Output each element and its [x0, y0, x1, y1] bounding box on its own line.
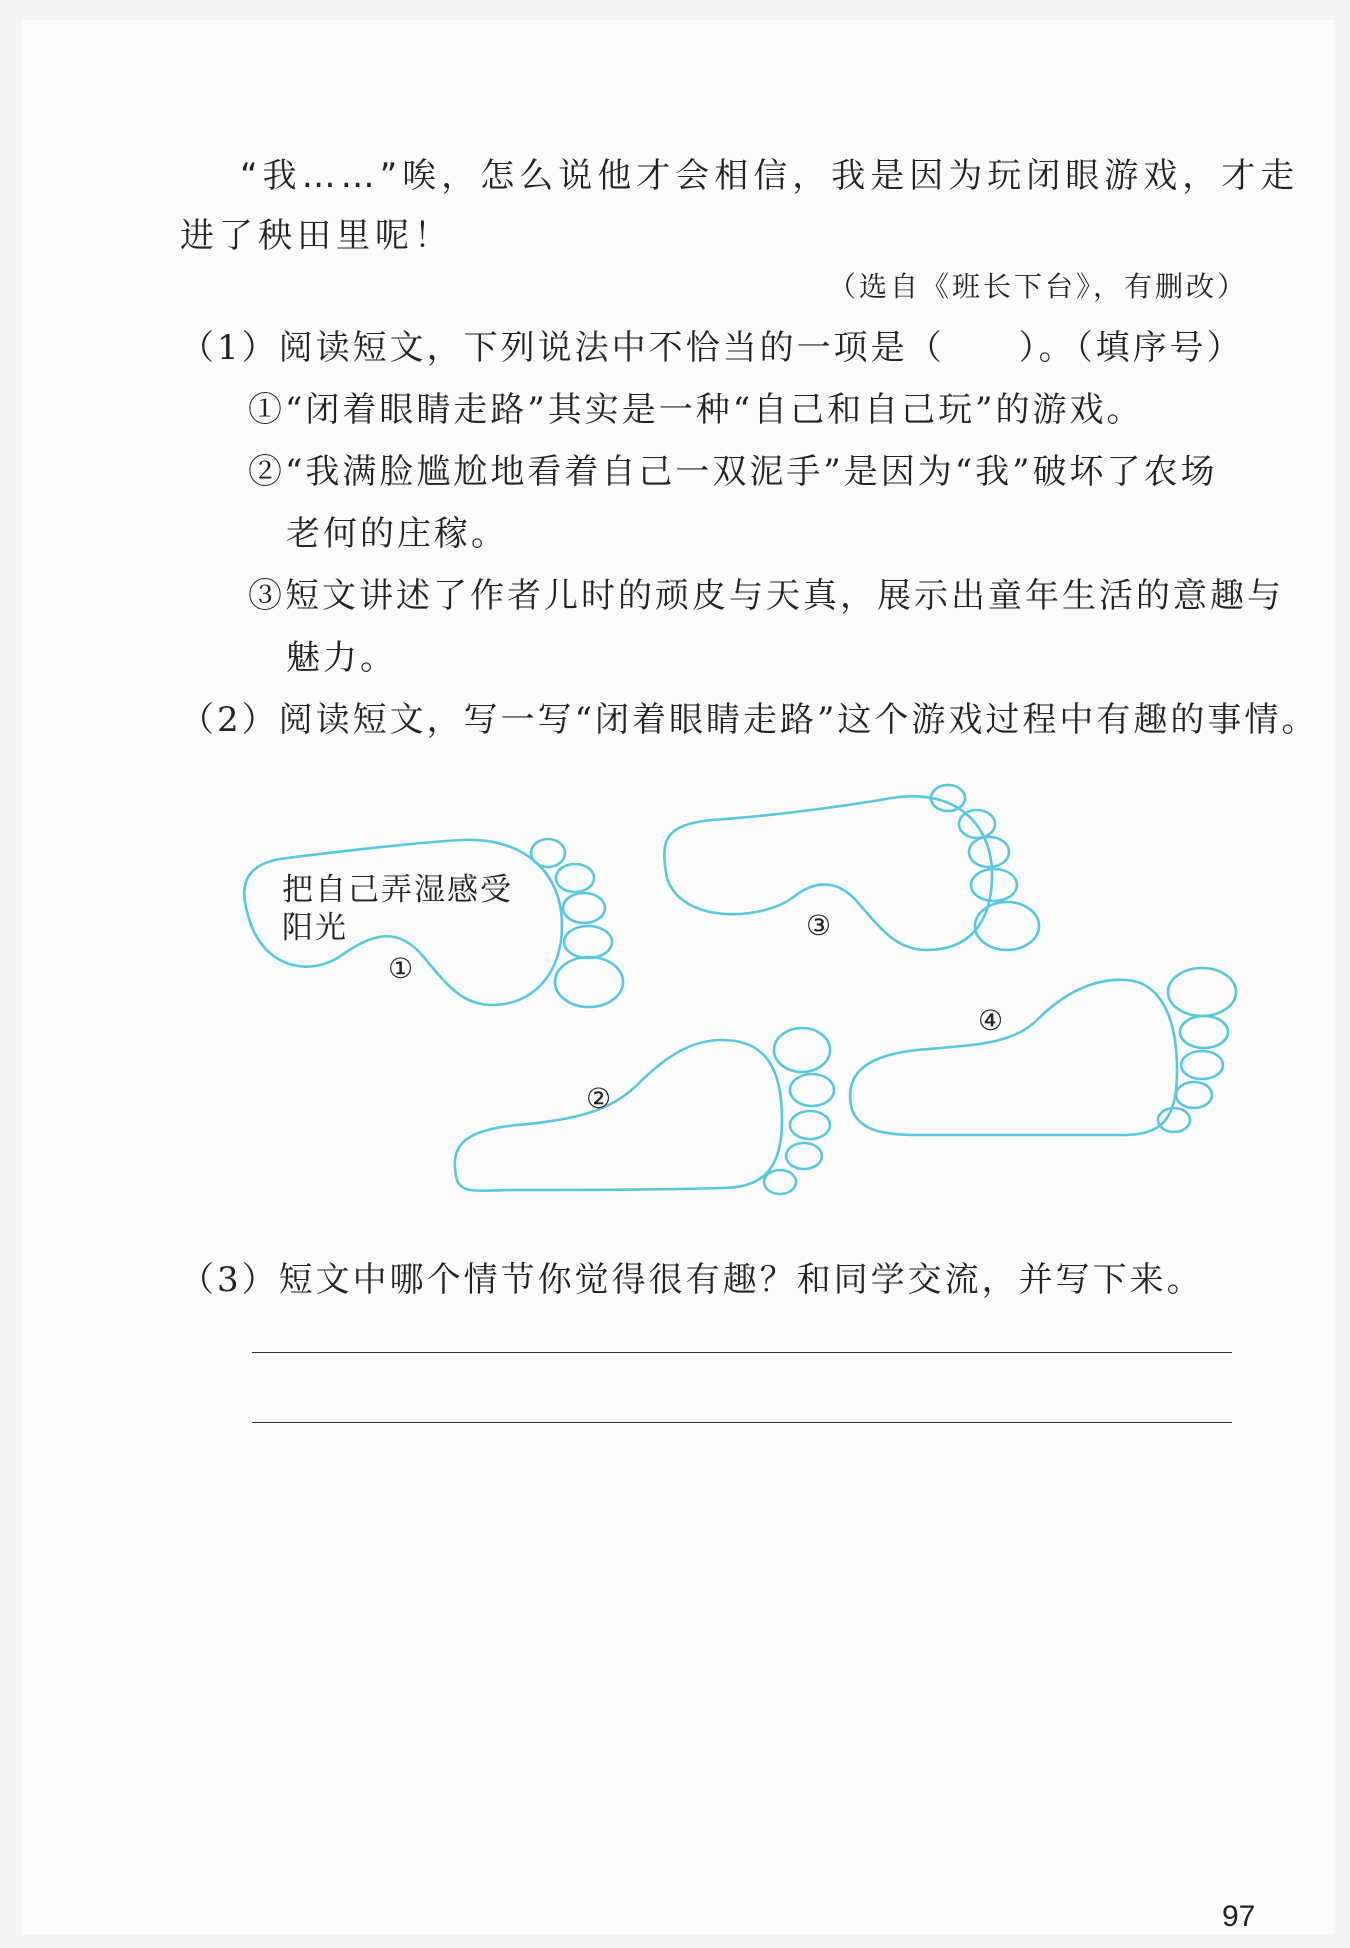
footprints-illustration	[22, 20, 1334, 1935]
footprint-3-toe-5	[975, 902, 1039, 950]
footprint-2-toe-1	[774, 1028, 830, 1072]
page-number: 97	[1222, 1900, 1256, 1933]
story-line-2: 进了秧田里呢！	[180, 216, 453, 256]
footprint-2-sole	[455, 1040, 782, 1191]
footprint-3	[664, 785, 1039, 950]
question-2-stem: （2）阅读短文，写一写“闭着眼睛走路”这个游戏过程中有趣的事情。	[180, 700, 1319, 740]
footprint-2-toe-3	[790, 1111, 830, 1139]
footprint-4-toe-1	[1168, 968, 1236, 1016]
footprint-2-number: ②	[586, 1082, 612, 1115]
footprint-4-number: ④	[978, 1004, 1004, 1037]
question-1-option-1: ①“闭着眼睛走路”其实是一种“自己和自己玩”的游戏。	[248, 390, 1144, 430]
story-source: （选自《班长下台》，有删改）	[828, 270, 1249, 303]
footprint-4	[850, 968, 1236, 1135]
footprint-1-note-line-1: 把自己弄湿感受	[282, 872, 513, 908]
footprint-1-toe-5	[555, 957, 623, 1007]
question-1-option-3-line-1: ③短文讲述了作者儿时的顽皮与天真，展示出童年生活的意趣与	[248, 576, 1284, 616]
answer-line-1[interactable]	[252, 1352, 1232, 1353]
footprint-2-toe-4	[786, 1143, 822, 1169]
footprint-3-toe-4	[971, 869, 1017, 901]
story-line-1: “我……”唉，怎么说他才会相信，我是因为玩闭眼游戏，才走	[240, 156, 1300, 196]
footprint-1-toe-1	[531, 839, 565, 867]
footprint-2-toe-2	[790, 1074, 834, 1106]
footprint-4-toe-5	[1158, 1108, 1190, 1132]
footprint-4-toe-3	[1181, 1051, 1223, 1079]
footprint-1-toe-4	[564, 926, 612, 958]
footprint-1-toe-2	[556, 864, 594, 892]
footprint-2-toe-5	[764, 1170, 796, 1194]
question-3-stem: （3）短文中哪个情节你觉得很有趣？和同学交流，并写下来。	[180, 1260, 1204, 1300]
workbook-page	[22, 20, 1334, 1935]
question-1-option-2-line-1: ②“我满脸尴尬地看着自己一双泥手”是因为“我”破坏了农场	[248, 452, 1218, 492]
question-1-option-2-line-2: 老何的庄稼。	[286, 514, 508, 554]
question-1-stem: （1）阅读短文，下列说法中不恰当的一项是（ ）。（填序号）	[180, 328, 1244, 368]
footprint-4-toe-2	[1180, 1016, 1228, 1048]
footprint-4-sole	[850, 980, 1177, 1135]
footprint-1	[244, 839, 623, 1007]
footprint-1-toe-3	[563, 893, 605, 923]
footprint-4-toe-4	[1176, 1082, 1212, 1108]
footprint-1-number: ①	[388, 952, 414, 985]
footprint-1-note-line-2: 阳光	[282, 910, 348, 946]
footprint-2	[455, 1028, 834, 1194]
footprint-3-number: ③	[806, 909, 832, 942]
question-1-option-3-line-2: 魅力。	[286, 638, 397, 678]
answer-line-2[interactable]	[252, 1422, 1232, 1423]
